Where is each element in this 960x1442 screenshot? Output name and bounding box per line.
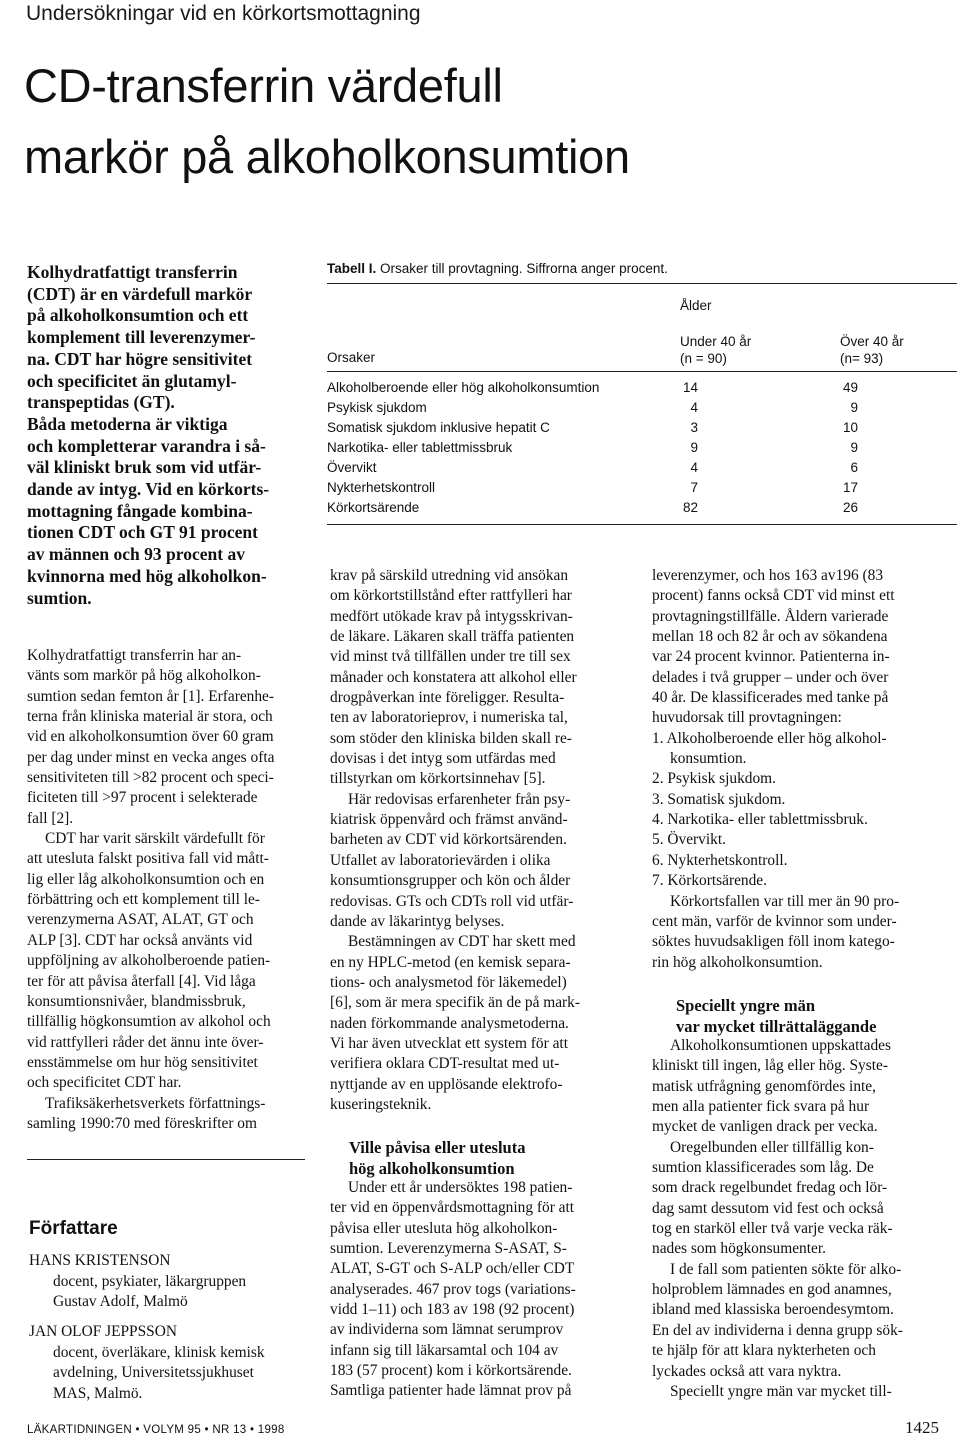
table-cell-under-40: 9 bbox=[690, 440, 698, 455]
subheading-2 bbox=[349, 1138, 525, 1179]
text-line: krav på särskild utredning vid ansökan bbox=[330, 567, 569, 584]
table-cell-over-40: 6 bbox=[850, 460, 858, 475]
text-line: konsumtion. bbox=[670, 750, 747, 768]
table-cell-over-40: 10 bbox=[842, 420, 858, 435]
author-affiliation: docent, överläkare, klinisk kemisk bbox=[53, 1343, 265, 1361]
text-line: en ny HPLC-metod (en kemisk separa- bbox=[330, 953, 571, 971]
table-cell-over-40: 49 bbox=[842, 380, 858, 395]
text-line: månader och konstatera att alkohol eller bbox=[330, 668, 577, 686]
text-line: redovisas. GTs och CDTs roll vid utfär- bbox=[330, 892, 574, 910]
text-line: delades i två grupper – under och över bbox=[652, 668, 889, 686]
subheading-3 bbox=[676, 996, 876, 1037]
subheading-line: var mycket tillrättaläggande bbox=[676, 1016, 877, 1036]
table-cell-over-40: 9 bbox=[850, 400, 858, 415]
text-line: holproblem lämnades en god anamnes, bbox=[652, 1281, 892, 1299]
table-cell-under-40: 3 bbox=[690, 420, 698, 435]
text-line: konsumtionsnivåer, blandmissbruk, bbox=[27, 992, 246, 1010]
text-line: 5. Övervikt. bbox=[652, 831, 726, 849]
text-line: te hjälp för att klara nykterheten och bbox=[652, 1342, 876, 1360]
text-line: rin hög alkoholkonsumtion. bbox=[652, 953, 823, 971]
table-cell-under-40: 4 bbox=[690, 460, 698, 475]
table-cell-under-40: 4 bbox=[690, 400, 698, 415]
text-line: förbättring och ett komplement till le- bbox=[27, 891, 260, 909]
text-line: ibland med klassiska beroendesymtom. bbox=[652, 1301, 894, 1319]
text-line: sumtion. bbox=[27, 587, 92, 608]
author-affiliation: docent, psykiater, läkargruppen bbox=[53, 1272, 247, 1290]
text-line: tillstyrkan om körkortsinnehav [5]. bbox=[330, 770, 546, 788]
subheading-line: hög alkoholkonsumtion bbox=[349, 1158, 515, 1178]
table-cell-label: Alkoholberoende eller hög alkoholkonsumtion bbox=[327, 380, 600, 395]
table-col-a-n: (n = 90) bbox=[680, 351, 727, 366]
text-line: Under ett år undersöktes 198 patien- bbox=[348, 1179, 573, 1196]
author-name: JAN OLOF JEPPSSON bbox=[29, 1323, 177, 1340]
table-header-rule bbox=[327, 371, 957, 372]
text-line: 3. Somatisk sjukdom. bbox=[652, 790, 786, 808]
table-row bbox=[327, 398, 957, 418]
text-line: barheten av CDT vid körkortsärenden. bbox=[330, 831, 567, 849]
text-line: kiatrisk öppenvård och främst använd- bbox=[330, 811, 568, 829]
text-line: Båda metoderna är viktiga bbox=[27, 413, 228, 434]
text-line: konsumtionsgrupper och kön och ålder bbox=[330, 872, 571, 890]
text-line: tillfällig högkonsumtion av alkohol och bbox=[27, 1013, 271, 1031]
text-line: men alla patienter fick svara på hur bbox=[652, 1098, 870, 1116]
text-line: drogpåverkan inte föreligger. Resulta- bbox=[330, 689, 565, 707]
text-line: kvinnorna med hög alkoholkon- bbox=[27, 565, 267, 586]
text-line: lig eller låg alkoholkonsumtion och en bbox=[27, 870, 265, 888]
text-line: och specificitet än glutamyl- bbox=[27, 370, 237, 391]
body-column-2b bbox=[330, 1178, 632, 1402]
author-affiliation: MAS, Malmö. bbox=[53, 1384, 143, 1402]
text-line: mottagning fångade kombina- bbox=[27, 500, 253, 521]
table-cell-under-40: 7 bbox=[690, 480, 698, 495]
table-bottom-rule bbox=[327, 524, 957, 525]
author-affiliation: Gustav Adolf, Malmö bbox=[53, 1293, 188, 1310]
table-cell-label: Nykterhetskontroll bbox=[327, 480, 436, 495]
text-line: infann sig till läkarsamtal och 104 av bbox=[330, 1341, 559, 1359]
text-line: verifiera oklara CDT-resultat med ut- bbox=[330, 1055, 560, 1073]
text-line: att utesluta falskt positiva fall vid mått- bbox=[27, 850, 269, 868]
text-line: dande av läkarintyg belyses. bbox=[330, 912, 505, 930]
text-line: Kolhydratfattigt transferrin har an- bbox=[27, 647, 242, 664]
text-line: 6. Nykterhetskontroll. bbox=[652, 851, 788, 869]
table-caption-label: Tabell I. bbox=[327, 261, 377, 276]
text-line: dag samt dessutom vid fest och också bbox=[652, 1199, 884, 1217]
table-col-b-label: Över 40 år bbox=[840, 334, 904, 349]
authors-heading: Författare bbox=[29, 1218, 118, 1239]
table-top-rule bbox=[327, 283, 957, 284]
text-line: sumtion. Leverenzymerna S-ASAT, S- bbox=[330, 1240, 567, 1258]
text-line: ter för att påvisa återfall [4]. Vid låga bbox=[27, 972, 256, 990]
text-line: vid minst två tillfällen under tre till sex bbox=[330, 648, 571, 666]
text-line: I de fall som patienten sökte för alko- bbox=[670, 1260, 902, 1278]
table-cell-over-40: 9 bbox=[850, 440, 858, 455]
text-line: 4. Narkotika- eller tablettmissbruk. bbox=[652, 811, 868, 829]
table-cell-over-40: 26 bbox=[842, 500, 858, 515]
text-line: leverenzymer, och hos 163 av196 (83 bbox=[652, 567, 884, 584]
author-block-2 bbox=[29, 1322, 309, 1404]
text-line: 183 (57 procent) kom i körkortsärende. bbox=[330, 1362, 572, 1380]
text-line: Speciellt yngre män var mycket till- bbox=[670, 1382, 892, 1400]
body-column-3b bbox=[652, 1036, 957, 1402]
text-line: CDT har varit särskilt värdefullt för bbox=[45, 830, 265, 848]
text-line: de läkare. Läkaren skall träffa patienten bbox=[330, 628, 575, 646]
author-name: HANS KRISTENSON bbox=[29, 1252, 171, 1269]
article-title bbox=[24, 50, 924, 193]
table-cell-label: Körkortsärende bbox=[327, 500, 420, 515]
text-line: samling 1990:70 med föreskrifter om bbox=[27, 1114, 257, 1132]
text-line: (CDT) är en värdefull markör bbox=[27, 283, 253, 304]
journal-footer: LÄKARTIDNINGEN • VOLYM 95 • NR 13 • 1998 bbox=[27, 1424, 285, 1436]
table-body bbox=[327, 378, 957, 523]
text-line: väl kliniskt bruk som vid utfär- bbox=[27, 457, 262, 478]
table-row bbox=[327, 378, 957, 398]
table-cell-label: Övervikt bbox=[327, 460, 377, 475]
text-line: ensstämmelse om hur hög sensitivitet bbox=[27, 1053, 258, 1071]
text-line: 40 år. De klassificerades med tanke på bbox=[652, 689, 889, 707]
subheading-line: Ville påvisa eller utesluta bbox=[349, 1138, 526, 1157]
text-line: provtagningstillfälle. Åldern varierade bbox=[652, 607, 889, 625]
table-col-b-header bbox=[840, 333, 904, 367]
text-line: sumtion klassificerades som låg. De bbox=[652, 1159, 874, 1177]
text-line: dande av intyg. Vid en körkorts- bbox=[27, 479, 270, 500]
text-line: tions- och analysmetod för läkemedel) bbox=[330, 973, 567, 991]
text-line: matisk utfrågning genomfördes inte, bbox=[652, 1077, 876, 1095]
text-line: ten av laboratorieprov, i numeriska tal, bbox=[330, 709, 568, 727]
text-line: kliniskt till ingen, låg eller hög. Syste- bbox=[652, 1057, 888, 1075]
text-line: av individerna som lämnat serumprov bbox=[330, 1321, 564, 1339]
text-line: fall [2]. bbox=[27, 809, 74, 827]
text-line: Oregelbunden eller tillfällig kon- bbox=[670, 1138, 874, 1156]
text-line: vänts som markör på hög alkoholkon- bbox=[27, 667, 261, 685]
table-row bbox=[327, 458, 957, 478]
text-line: mycket de vanligen drack per vecka. bbox=[652, 1118, 878, 1136]
text-line: per dag under minst en vecka anges ofta bbox=[27, 748, 275, 766]
text-line: på alkoholkonsumtion och ett bbox=[27, 305, 249, 326]
author-block-1 bbox=[29, 1251, 309, 1313]
table-cell-under-40: 14 bbox=[682, 380, 698, 395]
page-number: 1425 bbox=[905, 1418, 939, 1437]
table-cell-label: Psykisk sjukdom bbox=[327, 400, 427, 415]
body-column-3 bbox=[652, 566, 957, 973]
text-line: ALAT, S-GT och S-ALP och/eller CDT bbox=[330, 1260, 575, 1278]
table-col-a-header bbox=[680, 333, 751, 367]
text-line: cent män, varför de kvinnor som under- bbox=[652, 912, 897, 930]
text-line: och specificitet CDT har. bbox=[27, 1074, 182, 1092]
text-line: som drack regelbundet fredag och lör- bbox=[652, 1179, 888, 1197]
text-line: vidd 1–11) och 183 av 198 (92 procent) bbox=[330, 1301, 575, 1319]
text-line: som stöder den kliniska bilden skall re- bbox=[330, 729, 572, 747]
text-line: vid rattfylleri råder det ännu inte över- bbox=[27, 1033, 264, 1051]
title-line: CD-transferrin värdefull bbox=[24, 59, 503, 112]
text-line: komplement till leverenzymer- bbox=[27, 327, 256, 348]
body-column-2 bbox=[330, 566, 632, 1115]
table-cell-over-40: 17 bbox=[842, 480, 858, 495]
text-line: tionen CDT och GT 91 procent bbox=[27, 522, 258, 543]
table-col-a-label: Under 40 år bbox=[680, 334, 752, 349]
text-line: Trafiksäkerhetsverkets författnings- bbox=[45, 1094, 266, 1112]
text-line: ALP [3]. CDT har också använts vid bbox=[27, 931, 253, 949]
text-line: Utfallet av laboratorievärden i olika bbox=[330, 851, 551, 869]
table-row bbox=[327, 438, 957, 458]
text-line: verenzymerna ASAT, ALAT, GT och bbox=[27, 911, 254, 929]
table-row bbox=[327, 478, 957, 498]
text-line: ficiteten till >97 procent i selekterade bbox=[27, 789, 258, 807]
text-line: Alkoholkonsumtionen uppskattades bbox=[670, 1037, 892, 1054]
text-line: Samtliga patienter hade lämnat prov på bbox=[330, 1382, 572, 1400]
text-line: 7. Körkortsärende. bbox=[652, 872, 767, 890]
text-line: 2. Psykisk sjukdom. bbox=[652, 770, 777, 788]
title-line: markör på alkoholkonsumtion bbox=[24, 130, 630, 184]
text-line: nades som högkonsumenter. bbox=[652, 1240, 826, 1258]
text-line: analyserades. 467 prov togs (variations- bbox=[330, 1280, 576, 1298]
lead-paragraph bbox=[27, 262, 300, 609]
text-line: nyttjande av en upplösande elektrofo- bbox=[330, 1075, 563, 1093]
table-cell-under-40: 82 bbox=[682, 500, 698, 515]
table-caption bbox=[327, 261, 668, 276]
text-line: söktes huvudsakligen föll inom katego- bbox=[652, 933, 895, 951]
text-line: procent) fanns också CDT vid minst ett bbox=[652, 587, 895, 605]
text-line: vid en alkoholkonsumtion över 60 gram bbox=[27, 728, 274, 746]
text-line: Vi har även utvecklat ett system för att bbox=[330, 1034, 568, 1052]
text-line: mellan 18 och 82 år och av sökandena bbox=[652, 628, 888, 646]
text-line: 1. Alkoholberoende eller hög alkohol- bbox=[652, 729, 887, 747]
text-line: lyckades också att vara nyktra. bbox=[652, 1362, 842, 1380]
table-col-b-n: (n= 93) bbox=[840, 351, 884, 366]
column-rule bbox=[27, 1159, 305, 1160]
table-cell-label: Narkotika- eller tablettmissbruk bbox=[327, 440, 513, 455]
text-line: påvisa eller utesluta hög alkoholkon- bbox=[330, 1219, 558, 1237]
text-line: Kolhydratfattigt transferrin bbox=[27, 262, 238, 282]
text-line: naden förkommande analysmetoderna. bbox=[330, 1014, 569, 1032]
text-line: ter vid en öppenvårdsmottagning för att bbox=[330, 1199, 575, 1217]
text-line: tog en starköl eller två varje vecka räk- bbox=[652, 1220, 893, 1238]
body-column-1 bbox=[27, 646, 307, 1134]
text-line: na. CDT har högre sensitivitet bbox=[27, 348, 253, 369]
text-line: En del av individerna i denna grupp sök- bbox=[652, 1321, 903, 1339]
table-row bbox=[327, 418, 957, 438]
text-line: var 24 procent kvinnor. Patienterna in- bbox=[652, 648, 890, 666]
table-caption-text: Orsaker till provtagning. Siffrorna anger procent. bbox=[380, 261, 668, 276]
text-line: uppföljning av alkoholberoende patien- bbox=[27, 952, 271, 970]
author-affiliation: avdelning, Universitetssjukhuset bbox=[53, 1364, 254, 1381]
text-line: sumtion sedan femton år [1]. Erfarenhe- bbox=[27, 687, 275, 705]
text-line: Här redovisas erfarenheter från psy- bbox=[348, 790, 571, 808]
text-line: terna från kliniska material är stora, och bbox=[27, 708, 273, 726]
table-row bbox=[327, 498, 957, 518]
section-kicker: Undersökningar vid en körkortsmottagning bbox=[26, 2, 421, 25]
text-line: om körkortstillstånd efter rattfylleri har bbox=[330, 587, 572, 605]
table-cell-label: Somatisk sjukdom inklusive hepatit C bbox=[327, 420, 550, 435]
text-line: medfört utökade krav på intygsskrivan- bbox=[330, 607, 573, 625]
text-line: Körkortsfallen var till mer än 90 pro- bbox=[670, 892, 900, 910]
text-line: sensitiviteten till >82 procent och speci- bbox=[27, 769, 274, 787]
text-line: av männen och 93 procent av bbox=[27, 544, 245, 565]
text-line: dovisas i det intyg som utfärdas med bbox=[330, 750, 556, 768]
text-line: [6], som är mera specifik än de på mark- bbox=[330, 994, 580, 1012]
text-line: huvudorsak till provtagningen: bbox=[652, 709, 842, 727]
text-line: transpeptidas (GT). bbox=[27, 392, 175, 413]
table-col-label: Orsaker bbox=[327, 350, 376, 365]
subheading-line: Speciellt yngre män bbox=[676, 996, 816, 1015]
table-group-header: Ålder bbox=[680, 298, 712, 313]
text-line: och kompletterar varandra i så- bbox=[27, 435, 266, 456]
text-line: Bestämningen av CDT har skett med bbox=[348, 933, 576, 951]
text-line: kuseringsteknik. bbox=[330, 1095, 432, 1113]
